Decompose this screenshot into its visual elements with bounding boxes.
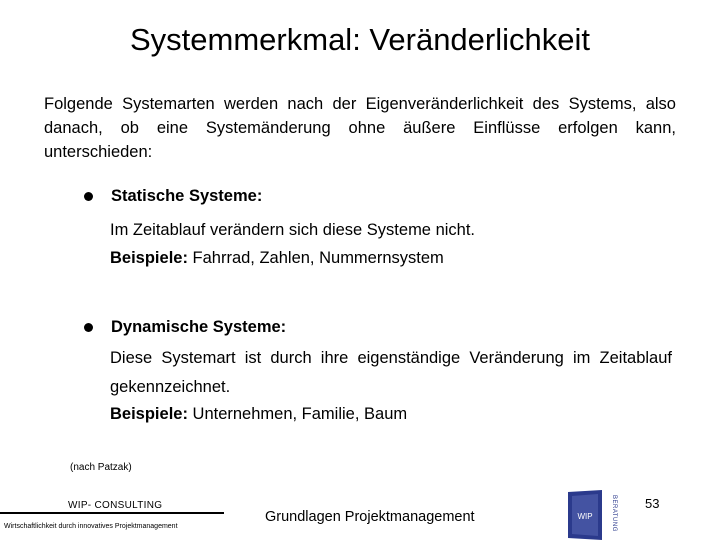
section-heading-dynamic: Dynamische Systeme: xyxy=(111,318,287,336)
examples-text: Unternehmen, Familie, Baum xyxy=(187,405,408,423)
section-examples-dynamic xyxy=(110,400,407,429)
slide-title: Systemmerkmal: Veränderlichkeit xyxy=(130,22,590,57)
page-number: 53 xyxy=(645,496,660,511)
examples-label: Beispiele: xyxy=(110,249,188,267)
bullet-icon xyxy=(84,323,93,332)
examples-label: Beispiele: xyxy=(110,405,188,423)
section-description-static: Im Zeitablauf verändern sich diese Systeme nicht. xyxy=(110,221,476,239)
org-name: WIP- CONSULTING xyxy=(68,500,163,511)
source-citation: (nach Patzak) xyxy=(70,462,132,473)
bullet-icon xyxy=(84,192,93,201)
examples-text: Fahrrad, Zahlen, Nummernsystem xyxy=(187,249,444,267)
footer-divider xyxy=(0,512,224,514)
org-tagline: Wirtschaftlichkeit durch innovatives Projektmanagement xyxy=(4,523,178,530)
section-examples-static xyxy=(110,244,444,273)
logo-vertical-text: BERATUNG xyxy=(611,495,617,532)
intro-paragraph: Folgende Systemarten werden nach der Eigenveränderlichkeit des Systems, also danach, ob eine Systemänderung ohne äußere Einflüsse erfolgen kann, unterschieden: xyxy=(44,95,676,161)
section-description-dynamic: Diese Systemart ist durch ihre eigenständige Veränderung im Zeitablauf gekennzeichnet. xyxy=(110,349,672,396)
section-heading-static: Statische Systeme: xyxy=(111,187,263,205)
logo-text: WIP xyxy=(577,512,593,521)
wip-logo-icon xyxy=(568,490,640,540)
course-title: Grundlagen Projektmanagement xyxy=(265,509,475,525)
